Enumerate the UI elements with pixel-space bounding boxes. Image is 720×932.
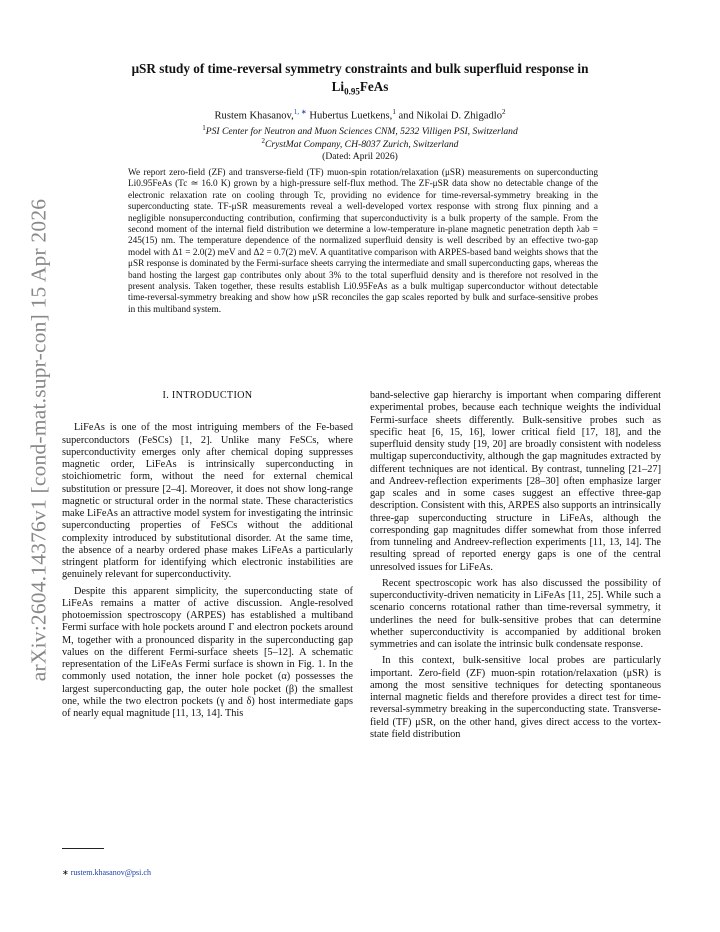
footnote-rule	[62, 848, 104, 849]
intro-paragraph-3: band-selective gap hierarchy is important when comparing different experimental probes, because each technique weights the individual Fermi-surface sheets differently. Bulk-sensitive probes such as specific heat [6, 15, 16], lower critical field [17, 18], and the superfluid density study [19, 20] are broadly consistent with nodeless multigap superconductivity, although the gap magnitudes extracted by different techniques are not identical. By contrast, tunneling [21–27] and Andreev-reflection experiments [28–30] often emphasize larger gap scales and in some cases suggest an effective three-gap description. Consistent with this, ARPES also supports an intrinsically three-gap superconducting structure in LiFeAs, although the corresponding gap magnitudes differ somewhat from those inferred from tunneling and Andreev-reflection experiments [11, 13, 14]. The resulting spread of reported energy gaps is one of the central unresolved issues for LiFeAs.	[370, 390, 661, 573]
affiliation-1: $^1$PSI Center for Neutron and Muon Sciences CNM, 5232 Villigen PSI, Switzerland	[202, 124, 518, 138]
section-heading-introduction: I. INTRODUCTION	[162, 390, 253, 401]
left-column	[62, 390, 353, 720]
intro-paragraph-4: Recent spectroscopic work has also discussed the possibility of superconductivity-driven nematicity in LiFeAs [11, 25]. While such a scenario concerns rotational rather than time-reversal symmetry, it underlines the need for bulk-sensitive probes that can determine whether superconductivity is accompanied by additional broken symmetries and can isolate the intrinsic bulk condensate response.	[370, 577, 661, 650]
right-column	[370, 390, 661, 741]
dated-line: (Dated: April 2026)	[322, 151, 398, 162]
paper-title	[70, 60, 650, 101]
author-luetkens: Hubertus Luetkens,	[309, 110, 393, 122]
intro-paragraph-1: LiFeAs is one of the most intriguing members of the Fe-based superconductors (FeSCs) [1, 2]. Unlike many FeSCs, where superconductivity emerges only after chemical doping suppresses magnetic order, LiFeAs is intrinsically superconducting in stoichiometric form, without the need for external chemical substitution or pressure [2–4]. Moreover, it does not show long-range magnetic or structural order in the normal state. These characteristics make LiFeAs an attractive model system for investigating the intrinsic superconducting properties of FeSCs without the additional complexity introduced by substitutional disorder. At the same time, the absence of a nearby ordered phase makes LiFeAs a particularly stringent platform for identifying which electronic instabilities are genuinely relevant for superconductivity.	[62, 422, 353, 581]
abstract: We report zero-field (ZF) and transverse-field (TF) muon-spin rotation/relaxation (μSR) measurements on superconducting Li0.95FeAs (Tc ≃ 16.0 K) grown by a high-pressure self-flux method. The ZF-μSR data show no detectable change of the electronic relaxation rate on cooling through Tc, providing no evidence for time-reversal-symmetry breaking in the superconducting state. TF-μSR measurements reveal a well-developed vortex response with strong flux pinning and a negligible nonsuperconducting contribution, confirming that superconductivity is a bulk property of the sample. From the second moment of the internal field distribution we determine a low-temperature in-plane magnetic penetration depth λab = 245(15) nm. The temperature dependence of the normalized superfluid density is well described by an effective two-gap model with Δ1 = 2.0(2) meV and Δ2 = 0.7(2) meV. A quantitative comparison with ARPES-based band weights shows that the μSR response is dominated by the Fermi-surface sheets carrying the intermediate and small superconducting gaps, whereas the band hosting the largest gap contributes only about 3% to the total superfluid density and is therefore not resolved in the present analysis. Taken together, these results establish Li0.95FeAs as a bulk multigap superconductor without detectable time-reversal-symmetry breaking and show how μSR reconciles the gap scales reported by bulk and surface-sensitive probes in this multiband system.	[128, 168, 598, 315]
title-line-1: μSR study of time-reversal symmetry constraints and bulk superfluid response in	[131, 61, 589, 76]
footnote-mark: ∗	[62, 868, 69, 877]
author-affiliation-mark: 2	[502, 108, 506, 116]
author-khasanov: Rustem Khasanov,	[214, 110, 294, 122]
author-list	[0, 108, 720, 122]
intro-paragraph-2: Despite this apparent simplicity, the superconducting state of LiFeAs remains a matter of active discussion. Angle-resolved photoemission spectroscopy (ARPES) has established a multiband Fermi surface with hole pockets around Γ and electron pockets around M, together with a pronounced disparity in the superconducting gap values on the different Fermi-surface sheets [5–12]. A schematic representation of the LiFeAs Fermi surface is shown in Fig. 1. In the commonly used notation, the inner hole pocket (α) possesses the largest superconducting gap, the outer hole pocket (β) the smallest one, while the two electron pockets (γ and δ) host intermediate gaps of nearly equal magnitude [11, 13, 14]. This	[62, 585, 353, 719]
title-line-2: $Li_{0.95}FeAs$	[331, 79, 389, 97]
affiliation-2: $^2$CrystMat Company, CH-8037 Zurich, Switzerland	[261, 137, 459, 151]
author-zhigadlo: and Nikolai D. Zhigadlo	[398, 110, 503, 122]
author-affiliation-mark[interactable]: 1, ∗	[293, 108, 307, 116]
intro-paragraph-5: In this context, bulk-sensitive local probes are particularly important. Zero-field (ZF) muon-spin rotation/relaxation (μSR) is among the most sensitive techniques for detecting spontaneous internal magnetic fields and therefore provides a direct test for time-reversal-symmetry breaking in the superconducting state. Transverse-field (TF) μSR, on the other hand, gives direct access to the vortex-state field distribution	[370, 655, 661, 740]
arxiv-identifier: arXiv:2604.14376v1 [cond-mat.supr-con] 15 Apr 2026	[26, 198, 51, 682]
author-email-link[interactable]: rustem.khasanov@psi.ch	[70, 868, 151, 877]
author-affiliation-mark: 1	[392, 108, 396, 116]
footnote	[62, 868, 151, 877]
arxiv-sidebar	[22, 198, 56, 682]
